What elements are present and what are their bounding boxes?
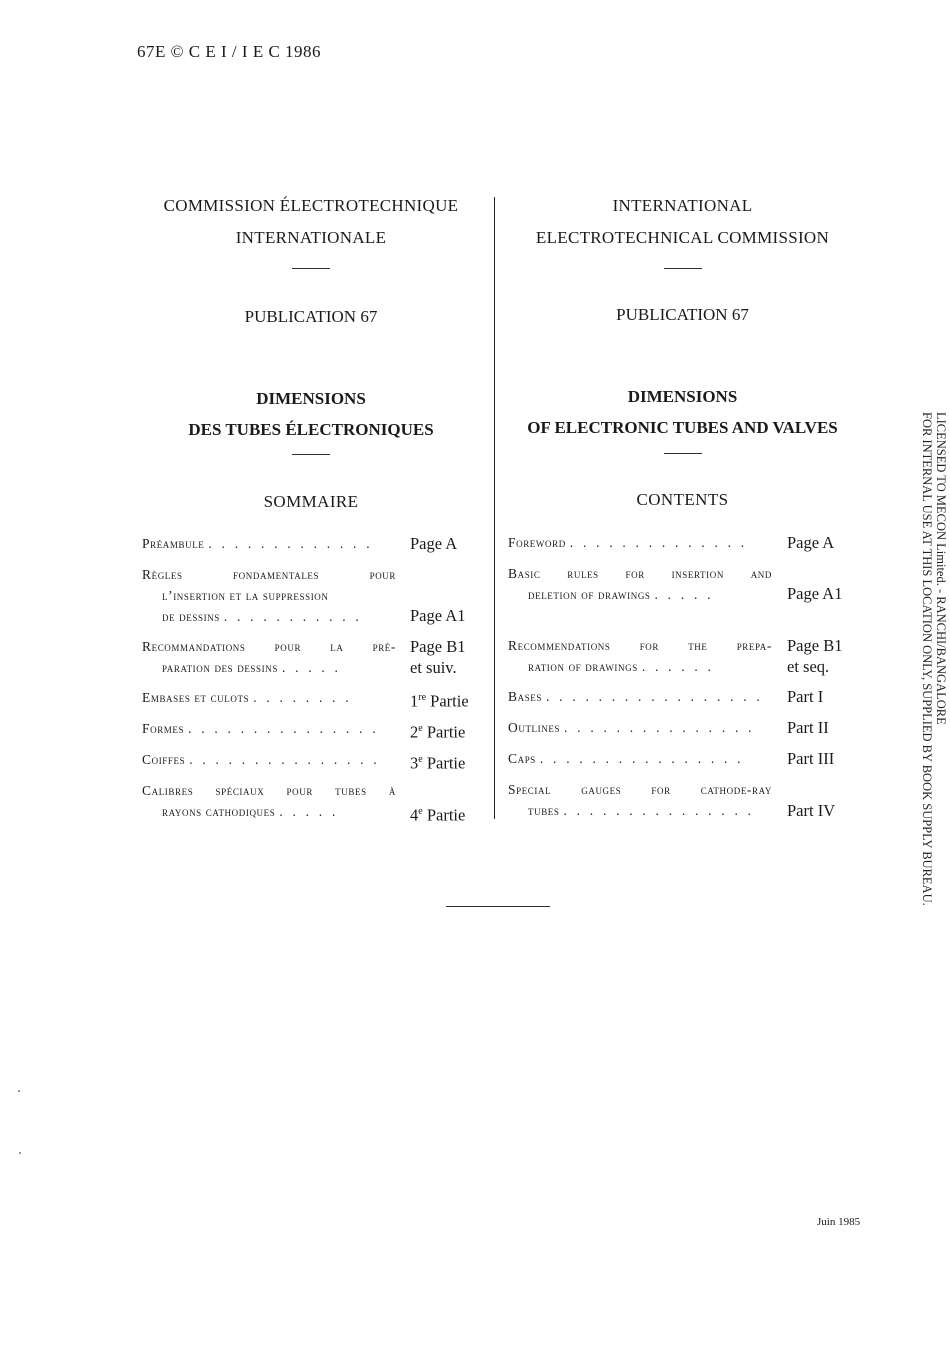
publication-number-fr: PUBLICATION 67 (244, 307, 378, 326)
french-column: COMMISSION ÉLECTROTECHNIQUE INTERNATIONALE PUBLICATION 67 DIMENSIONS DES TUBES ÉLECTRONIQUES SOMMAIRE Préambule . . . . . . . . . . . . . Page A Règles fondamentales pour l’insertion et la suppression de dessins . . . . . . . . . . . Page A1 Recommandations pour la pré- paration des dessins . . . . . Page B1 et suiv. Embases et culots . . . . . . . . 1re Partie Formes . . . . . . . . . . . . . . . 2e Partie Coiffes . . . . . . . . . . . . . . . 3e Partie Calibres spéciaux pour tubes à rayons cathodiques . . . . . 4e Partie (130, 190, 492, 254)
license-watermark (918, 412, 950, 932)
org-name-line: COMMISSION ÉLECTROTECHNIQUE (163, 196, 459, 215)
title-line: DIMENSIONS (256, 389, 366, 408)
publication-number-en: PUBLICATION 67 (616, 305, 749, 324)
english-column: INTERNATIONAL ELECTROTECHNICAL COMMISSION PUBLICATION 67 DIMENSIONS OF ELECTRONIC TUBES AND VALVES CONTENTS Foreword . . . . . . . . . . . . . . Page A Basic rules for insertion and deletion of drawings . . . . . Page A1 Recommendations for the prepa- ration of drawings . . . . . . Page B1 et seq. Bases . . . . . . . . . . . . . . . . . Part I Outlines . . . . . . . . . . . . . . . Part II Caps . . . . . . . . . . . . . . . . Part III Special gauges for cathode-ray tubes . . . . . . . . . . . . . . . Part IV (500, 190, 865, 254)
contents-heading-en: CONTENTS (636, 490, 729, 509)
separator-dash (292, 268, 330, 269)
title-en (500, 381, 865, 443)
scan-speck (18, 1090, 20, 1092)
title-line: DES TUBES ÉLECTRONIQUES (188, 420, 434, 439)
title-line: OF ELECTRONIC TUBES AND VALVES (527, 418, 838, 437)
org-name-line: INTERNATIONALE (235, 228, 387, 247)
column-divider (494, 197, 495, 819)
contents-heading-fr: SOMMAIRE (263, 492, 359, 511)
separator-dash (664, 453, 702, 454)
org-name-en (500, 190, 865, 254)
separator-dash (292, 454, 330, 455)
org-name-line: INTERNATIONAL (612, 196, 753, 215)
license-line: FOR INTERNAL USE AT THIS LOCATION ONLY, SUPPLIED BY BOOK SUPPLY BUREAU. (920, 412, 934, 906)
org-name-line: ELECTROTECHNICAL COMMISSION (535, 228, 830, 247)
bottom-rule (446, 906, 550, 907)
scan-speck (19, 1152, 21, 1154)
footer-date: Juin 1985 (817, 1216, 861, 1228)
title-fr (130, 383, 492, 445)
separator-dash (664, 268, 702, 269)
license-line: LICENSED TO MECON Limited. - RANCHI/BANGALORE (934, 412, 948, 725)
org-name-fr (130, 190, 492, 254)
document-code: 67E © C E I / I E C 1986 (137, 42, 322, 61)
title-line: DIMENSIONS (627, 387, 738, 406)
